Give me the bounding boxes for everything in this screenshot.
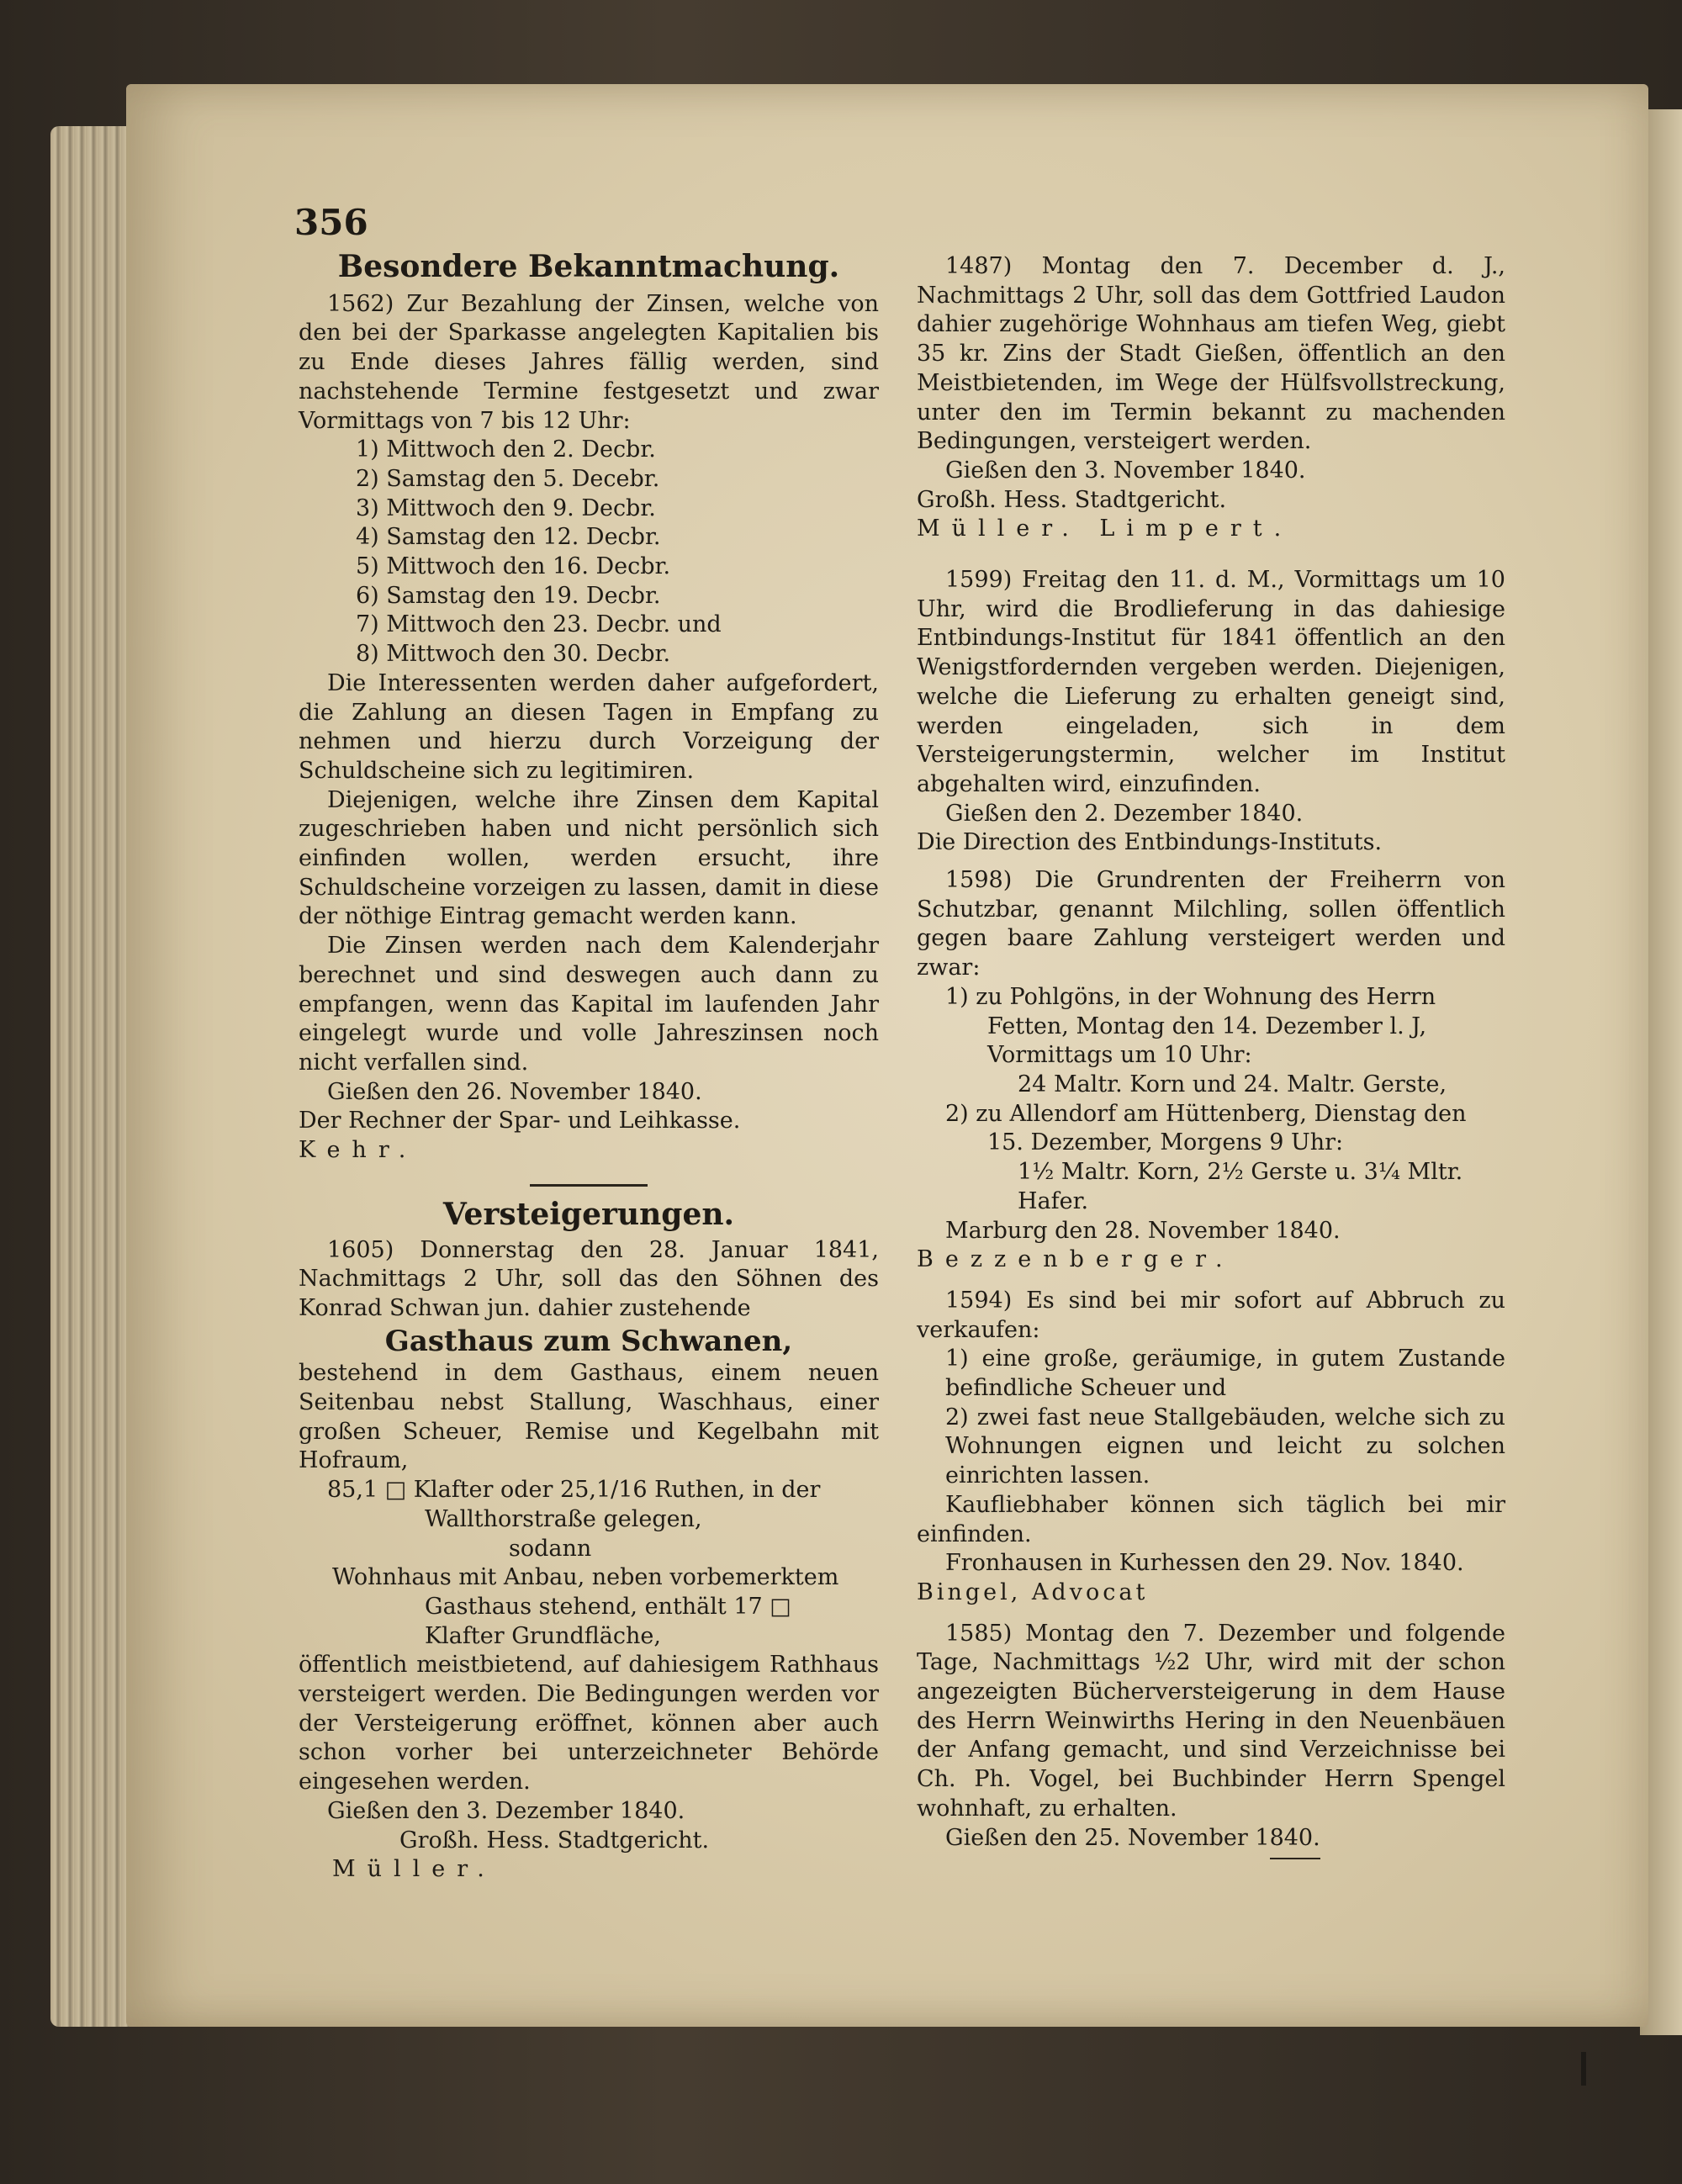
term-item: 1) Mittwoch den 2. Decbr. bbox=[356, 436, 656, 463]
section-rule bbox=[530, 1184, 648, 1187]
para-1594: Kaufliebhaber können sich täglich bei mir einfinden. bbox=[917, 1491, 1505, 1547]
wohnhaus-line-3: Klafter Grundfläche, bbox=[425, 1622, 661, 1649]
sodann: sodann bbox=[509, 1535, 592, 1562]
item-1594-1: 1) eine große, geräumige, in gutem Zustande befindliche Scheuer und bbox=[945, 1346, 1505, 1402]
notice-1605: 1605) Donnerstag den 28. Januar 1841, Nachmittags 2 Uhr, soll das den Söhnen des Konrad Schwan jun. dahier zustehende bbox=[299, 1236, 879, 1321]
term-item: 2) Samstag den 5. Decebr. bbox=[356, 465, 660, 492]
date-1585: Gießen den 25. November 1840. bbox=[945, 1824, 1320, 1851]
spacer bbox=[917, 858, 1505, 866]
heading-versteigerungen: Versteigerungen. bbox=[442, 1196, 735, 1232]
date-1487: Gießen den 3. November 1840. bbox=[945, 457, 1306, 484]
para-interested: Die Interessenten werden daher aufgefordert, die Zahlung an diesen Tagen in Empfang zu nehmen und hierzu durch Vorzeigung der Schuldscheine sich zu legitimiren. bbox=[299, 669, 879, 784]
sig-1605-name: Müller. bbox=[332, 1856, 496, 1883]
conditions-1605: öffentlich meistbietend, auf dahiesigem Rathhaus versteigert werden. Die Bedingungen werden vor der Versteigerung eröffnet, können aber auch schon vorher bei unterzeichneter Behörde eingesehen werden. bbox=[299, 1652, 879, 1795]
item1-line1: 1) zu Pohlgöns, in der Wohnung des Herrn bbox=[945, 983, 1436, 1010]
term-item: 7) Mittwoch den 23. Decbr. und bbox=[356, 611, 722, 638]
gasthaus-description: bestehend in dem Gasthaus, einem neuen Seitenbau nebst Stallung, Waschhaus, einer großen Scheuer, Remise und Kegelbahn mit Hofraum, bbox=[299, 1360, 879, 1474]
area-line-1: 85,1 □ Klafter oder 25,1/16 Ruthen, in der bbox=[327, 1477, 821, 1504]
spacer bbox=[917, 544, 1505, 566]
page-number: 356 bbox=[294, 202, 368, 243]
date-1605: Gießen den 3. Dezember 1840. bbox=[327, 1797, 685, 1824]
item1-line2: Fetten, Montag den 14. Dezember l. J, bbox=[987, 1013, 1427, 1039]
date-1594: Fronhausen in Kurhessen den 29. Nov. 1840. bbox=[945, 1550, 1464, 1577]
right-column bbox=[917, 252, 1505, 1859]
wohnhaus-line-1: Wohnhaus mit Anbau, neben vorbemerktem bbox=[332, 1564, 839, 1591]
item-1594-2: 2) zwei fast neue Stallgebäuden, welche sich zu Wohnungen eignen und leicht zu solchen einrichten lassen. bbox=[945, 1404, 1505, 1489]
term-item: 4) Samstag den 12. Decbr. bbox=[356, 524, 661, 551]
item2-line3: 1½ Maltr. Korn, 2½ Gerste u. 3¼ Mltr. bbox=[1018, 1159, 1463, 1186]
para-calendar: Die Zinsen werden nach dem Kalenderjahr berechnet und sind deswegen auch dann zu empfangen, wenn das Kapital im laufenden Jahr eingelegt wurde und volle Jahreszinsen noch nicht verfallen sind. bbox=[299, 933, 879, 1076]
area-line-2: Wallthorstraße gelegen, bbox=[425, 1505, 702, 1532]
sig-1487-court: Großh. Hess. Stadtgericht. bbox=[917, 486, 1227, 513]
left-column bbox=[299, 249, 879, 1885]
sig-1562-role: Der Rechner der Spar- und Leihkasse. bbox=[299, 1108, 741, 1134]
term-item: 8) Mittwoch den 30. Decbr. bbox=[356, 641, 671, 668]
sig-1487-names: Müller. Limpert. bbox=[917, 516, 1293, 542]
item2-line2: 15. Dezember, Morgens 9 Uhr: bbox=[987, 1129, 1344, 1156]
end-rule bbox=[1270, 1858, 1320, 1859]
term-item: 5) Mittwoch den 16. Decbr. bbox=[356, 553, 671, 580]
color-strip bbox=[1581, 2052, 1586, 2086]
item2-line4: Hafer. bbox=[1018, 1187, 1089, 1214]
notice-1585: 1585) Montag den 7. Dezember und folgende Tage, Nachmittags ½2 Uhr, wird mit der schon angezeigten Bücherversteigerung in dem Hause des Herrn Weinwirths Hering in den Neuenbäuen der Anfang gemacht, und sind Verzeichnisse bei Ch. Ph. Vogel, bei Buchbinder Herrn Spengel wohnhaft, zu erhalten. bbox=[917, 1620, 1505, 1822]
item1-line4: 24 Maltr. Korn und 24. Maltr. Gerste, bbox=[1018, 1071, 1447, 1097]
date-1598: Marburg den 28. November 1840. bbox=[945, 1217, 1341, 1244]
term-item: 6) Samstag den 19. Decbr. bbox=[356, 582, 661, 609]
spacer bbox=[917, 1275, 1505, 1287]
sig-1562-name: Kehr. bbox=[299, 1137, 418, 1164]
sig-1605-court: Großh. Hess. Stadtgericht. bbox=[399, 1827, 710, 1853]
spacer bbox=[917, 1608, 1505, 1620]
notice-1598: 1598) Die Grundrenten der Freiherrn von Schutzbar, genannt Milchling, sollen öffentlich gegen baare Zahlung versteigert werden und zwar: bbox=[917, 867, 1505, 981]
notice-1594: 1594) Es sind bei mir sofort auf Abbruch zu verkaufen: bbox=[917, 1287, 1505, 1343]
item2-line1: 2) zu Allendorf am Hüttenberg, Dienstag den bbox=[945, 1100, 1467, 1127]
sig-1599: Die Direction des Entbindungs-Instituts. bbox=[917, 829, 1383, 856]
item1-line3: Vormittags um 10 Uhr: bbox=[987, 1042, 1252, 1069]
notice-1599: 1599) Freitag den 11. d. M., Vormittags um 10 Uhr, wird die Brodlieferung in das dahiesige Entbindungs-Institut für 1841 öffentlich an den Wenigstfordernden vergeben werden. Diejenigen, welche die Lieferung zu erhalten geneigt sind, werden eingeladen, sich in dem Versteigerungstermin, welcher im Institut abgehalten wird, einzufinden. bbox=[917, 567, 1505, 797]
date-1599: Gießen den 2. Dezember 1840. bbox=[945, 800, 1304, 827]
term-list bbox=[299, 436, 879, 669]
wohnhaus-line-2: Gasthaus stehend, enthält 17 □ bbox=[425, 1593, 791, 1620]
term-item: 3) Mittwoch den 9. Decbr. bbox=[356, 494, 656, 521]
notice-1562: 1562) Zur Bezahlung der Zinsen, welche von den bei der Sparkasse angelegten Kapitalien bis zu Ende dieses Jahres fällig werden, sind nachstehende Termine festgesetzt und zwar Vormittags von 7 bis 12 Uhr: bbox=[299, 290, 879, 434]
date-1562: Gießen den 26. November 1840. bbox=[327, 1078, 702, 1105]
heading-besondere-bekanntmachung: Besondere Bekanntmachung. bbox=[337, 249, 840, 284]
sig-1598: Bezzenberger. bbox=[917, 1246, 1235, 1273]
gasthaus-title: Gasthaus zum Schwanen, bbox=[384, 1324, 793, 1358]
para-capital: Diejenigen, welche ihre Zinsen dem Kapital zugeschrieben haben und nicht persönlich sich einfinden wollen, werden ersucht, ihre Schuldscheine vorzeigen zu lassen, damit in diese der nöthige Eintrag gemacht werden kann. bbox=[299, 786, 879, 930]
sig-1594: Bingel, Advocat bbox=[917, 1579, 1149, 1605]
notice-1487: 1487) Montag den 7. December d. J., Nachmittags 2 Uhr, soll das dem Gottfried Laudon dahier zugehörige Wohnhaus am tiefen Weg, giebt 35 kr. Zins der Stadt Gießen, öffentlich an den Meistbietenden, im Wege der Hülfsvollstreckung, unter den im Termin bekannt zu machenden Bedingungen, versteigert werden. bbox=[917, 253, 1505, 455]
